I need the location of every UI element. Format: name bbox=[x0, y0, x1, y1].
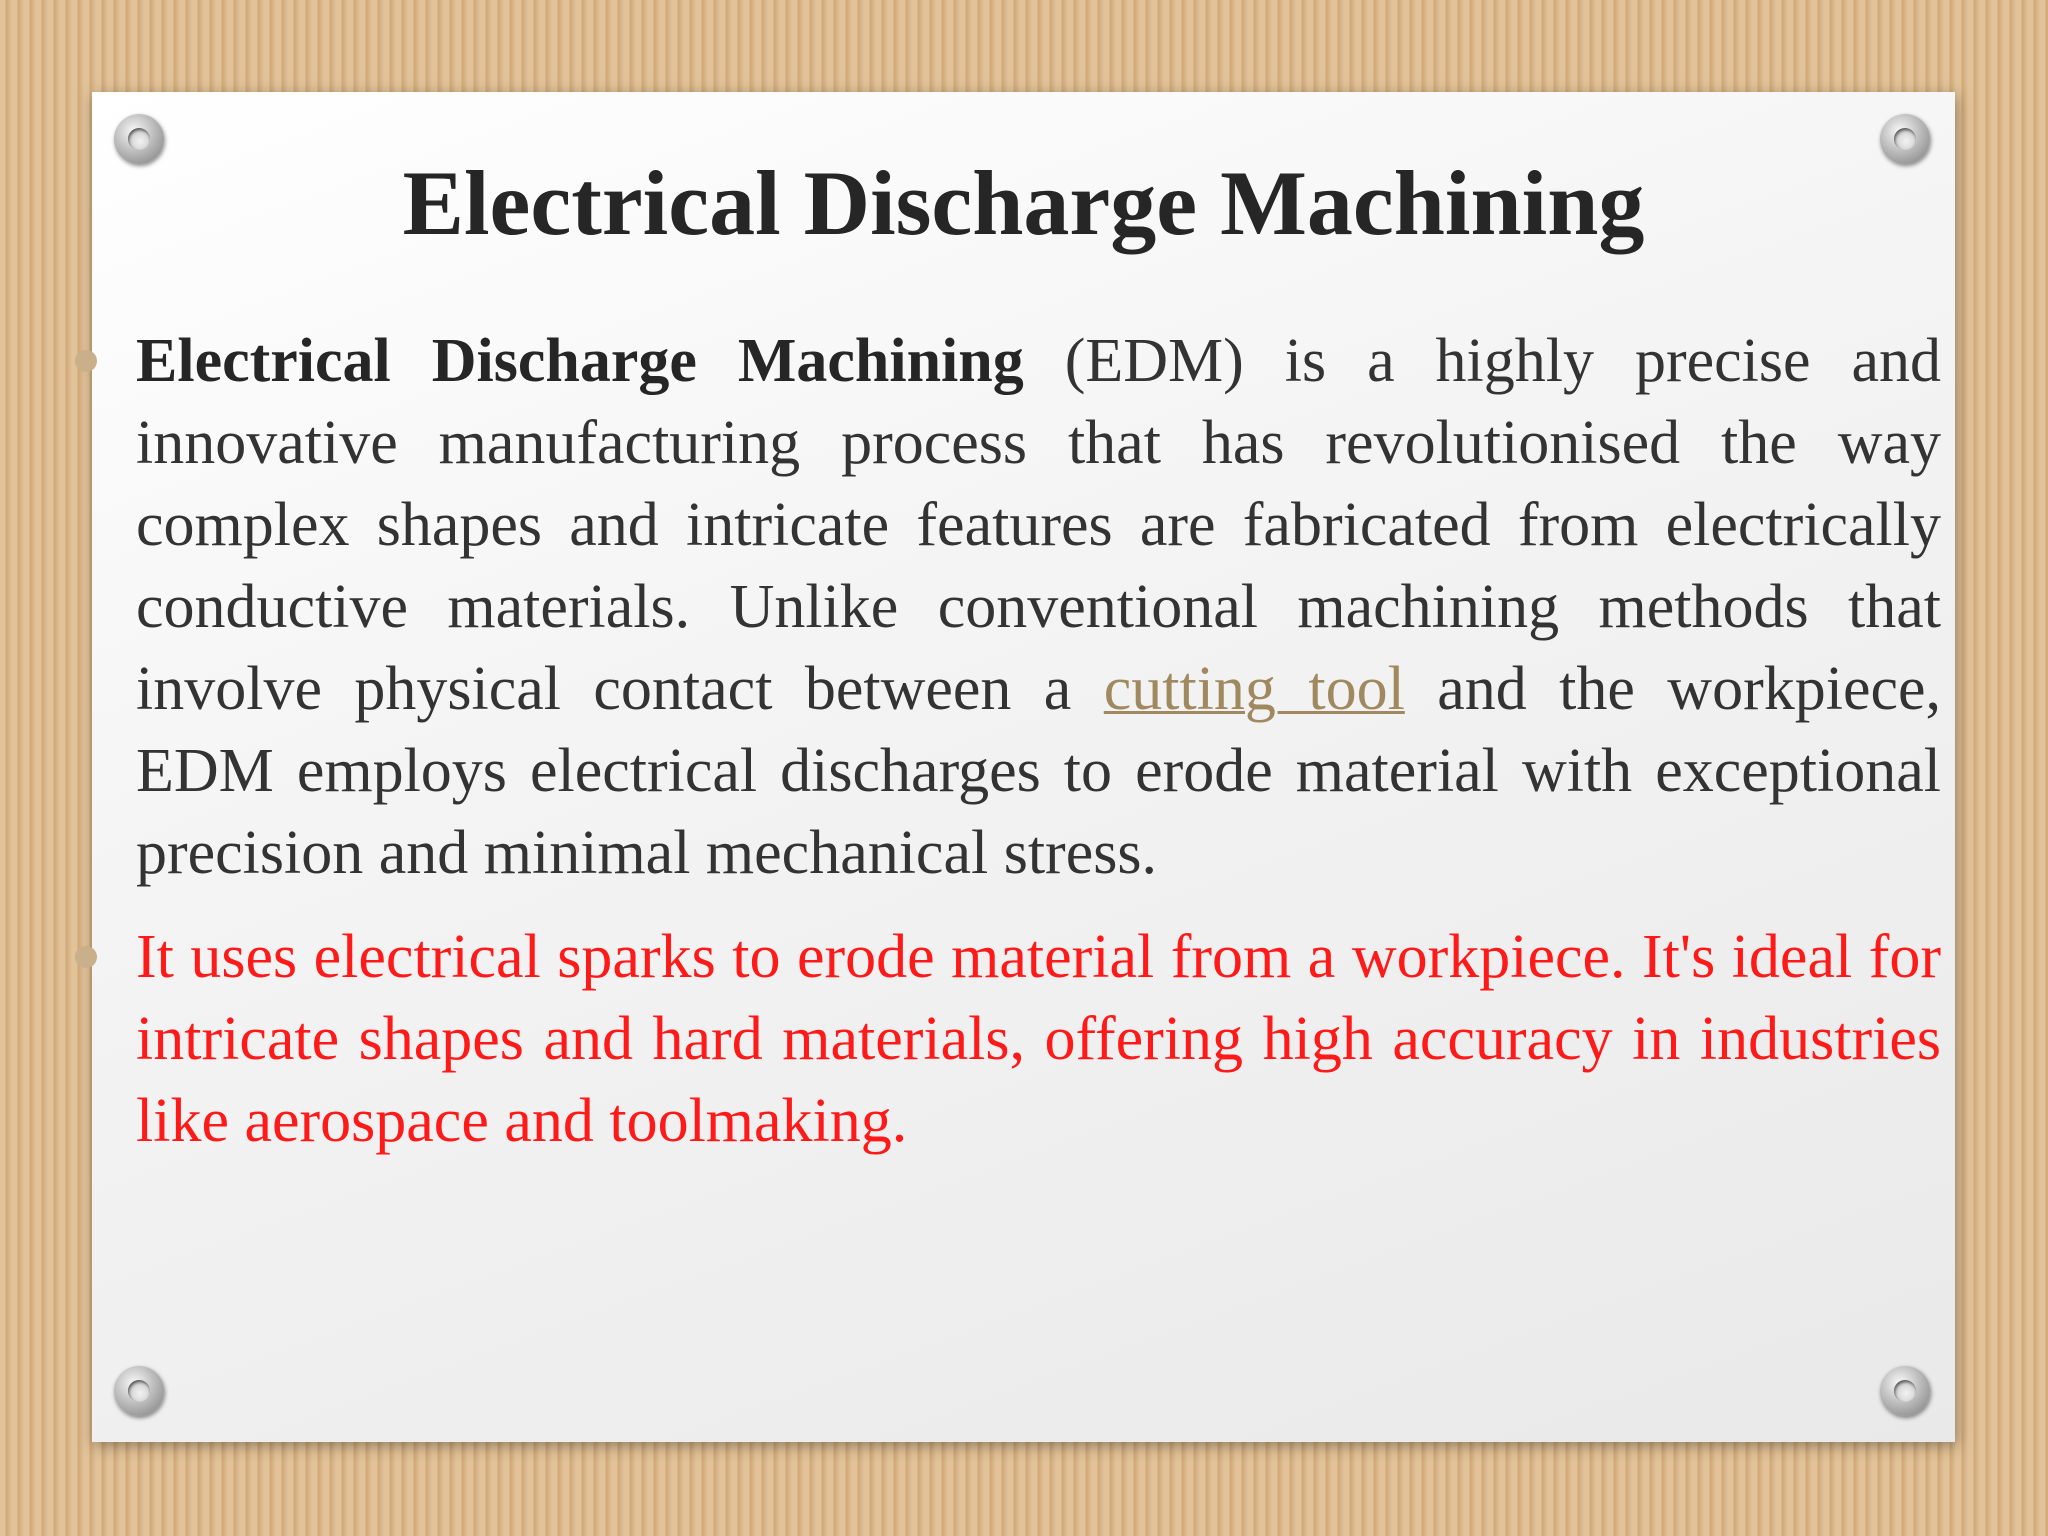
bullet-text-continued: and the workpiece, EDM employs electrical discharges to erode material with exceptional precision and minimal mechanical stress. bbox=[136, 655, 1941, 887]
cutting-tool-link[interactable]: cutting tool bbox=[1103, 655, 1405, 723]
bullet-icon bbox=[75, 946, 97, 968]
bullet-item-edm-definition bbox=[136, 320, 1941, 894]
grommet-icon-bottom-left bbox=[114, 1366, 164, 1416]
bullet-text: (EDM) is a highly precise and innovative manufacturing process that has revolutionised the way complex shapes and intricate features are fabricated from electrically conductive materials. Unlike conventional machining methods that involve physical contact between a bbox=[136, 327, 1941, 723]
bullet-text-highlight: It uses electrical sparks to erode material from a workpiece. It's ideal for intricate shapes and hard materials, offering high accuracy in industries like aerospace and toolmaking. bbox=[136, 923, 1941, 1155]
slide-title: Electrical Discharge Machining bbox=[402, 152, 1645, 254]
bullet-icon bbox=[75, 350, 97, 372]
bold-term: Electrical Discharge Machining bbox=[136, 327, 1024, 395]
slide-content bbox=[136, 320, 1941, 1162]
grommet-icon-bottom-right bbox=[1880, 1366, 1930, 1416]
bullet-item-edm-summary bbox=[136, 916, 1941, 1162]
